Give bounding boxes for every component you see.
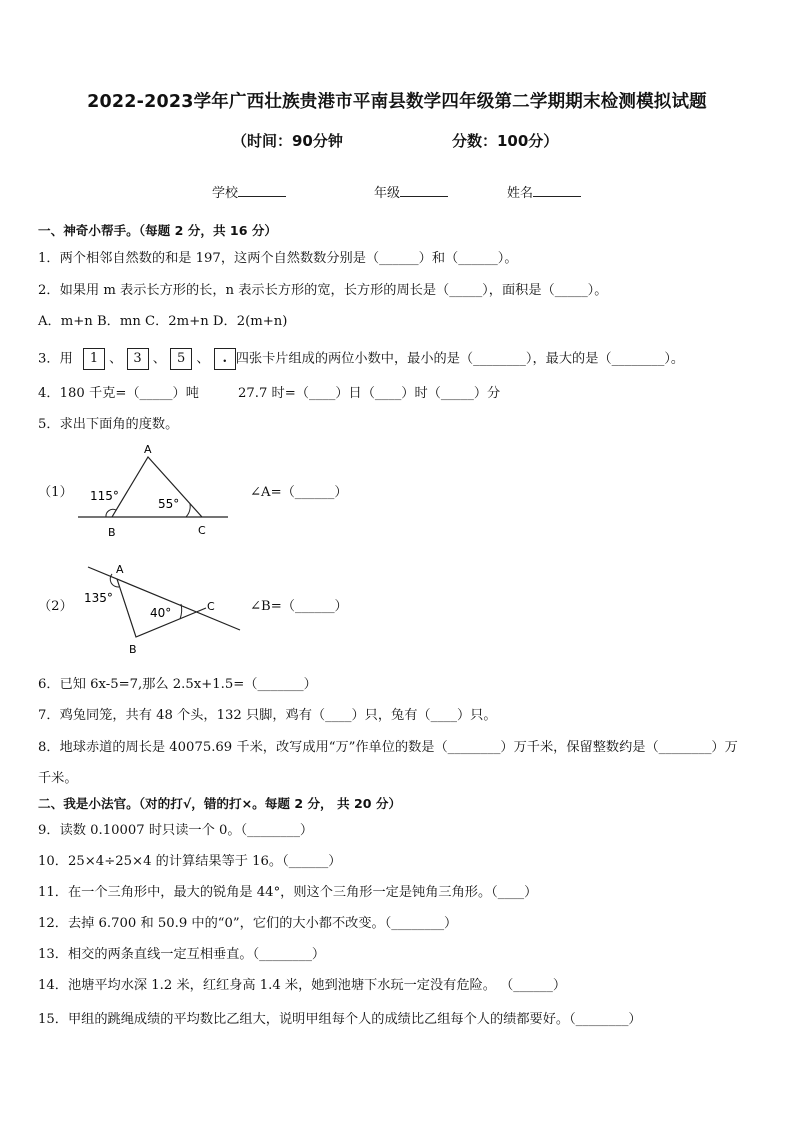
card-3: 3 — [127, 348, 149, 370]
question-11: 11．在一个三角形中，最大的锐角是 44°，则这个三角形一定是钝角三角形。（____） — [38, 885, 538, 900]
card-separator: 、 — [196, 351, 210, 367]
figure-2-answer: ∠B=（______） — [250, 599, 348, 614]
question-5: 5．求出下面角的度数。 — [38, 417, 179, 432]
question-3 — [38, 348, 684, 370]
angle-55-label: 55° — [158, 497, 180, 511]
angle-arc-40 — [180, 604, 182, 619]
vertex-a-label: A — [144, 443, 152, 456]
question-13: 13．相交的两条直线一定互相垂直。（________） — [38, 947, 326, 962]
triangle-figure-1 — [70, 440, 240, 545]
question-8-line-1: 8．地球赤道的周长是 40075.69 千米，改写成用“万”作单位的数是（________）万千米，保留整数约是（________）万 — [38, 740, 738, 755]
question-8-line-2: 千米。 — [38, 771, 78, 786]
vertex-b-label: B — [129, 643, 137, 656]
page-title: 2022-2023学年广西壮族贵港市平南县数学四年级第二学期期末检测模拟试题 — [87, 92, 707, 112]
section-2-title: 二、我是小法官。（对的打√，错的打×。每题 2 分， 共 20 分） — [38, 796, 402, 811]
question-10: 10．25×4÷25×4 的计算结果等于 16。（______） — [38, 854, 342, 869]
card-separator: 、 — [152, 351, 166, 367]
question-15: 15．甲组的跳绳成绩的平均数比乙组大，说明甲组每个人的成绩比乙组每个人的绩都要好。（________） — [38, 1012, 642, 1027]
grade-label: 年级 — [374, 186, 401, 201]
name-field — [507, 182, 581, 201]
vertex-c-label: C — [207, 600, 215, 613]
question-9: 9．读数 0.10007 时只读一个 0。（________） — [38, 823, 314, 838]
question-4-part-1: 4．180 千克=（_____）吨 — [38, 386, 199, 401]
triangle-figure-2 — [80, 558, 250, 658]
figure-1-label: （1） — [38, 485, 73, 500]
exam-time: （时间：90分钟 — [232, 132, 343, 150]
name-label: 姓名 — [507, 186, 534, 201]
school-field — [212, 182, 286, 201]
question-3-prefix: 3．用 — [38, 351, 73, 367]
angle-115-label: 115° — [90, 489, 119, 503]
angle-arc-55 — [186, 504, 190, 517]
figure-2-label: （2） — [38, 599, 73, 614]
question-4-part-2: 27.7 时=（____）日（____）时（_____）分 — [238, 386, 501, 401]
question-14: 14．池塘平均水深 1.2 米，红红身高 1.4 米，她到池塘下水玩一定没有危险。 （______） — [38, 978, 567, 993]
question-1: 1．两个相邻自然数的和是 197，这两个自然数数分别是（______）和（______）。 — [38, 251, 518, 266]
question-2-options: A．m+n B．mn C．2m+n D．2(m+n) — [38, 314, 288, 329]
question-3-suffix: 四张卡片组成的两位小数中，最小的是（________），最大的是（________）。 — [235, 351, 685, 367]
grade-blank — [400, 184, 448, 197]
vertex-c-label: C — [198, 524, 206, 537]
card-5: 5 — [170, 348, 192, 370]
card-1: 1 — [83, 348, 105, 370]
triangle-sides — [112, 457, 202, 517]
question-12: 12．去掉 6.700 和 50.9 中的“0”，它们的大小都不改变。（________） — [38, 916, 458, 931]
school-blank — [238, 184, 286, 197]
card-separator: 、 — [109, 351, 123, 367]
vertex-a-label: A — [116, 563, 124, 576]
question-7: 7．鸡兔同笼，共有 48 个头，132 只脚，鸡有（____）只，兔有（____）只。 — [38, 708, 497, 723]
angle-40-label: 40° — [150, 606, 172, 620]
grade-field — [374, 182, 448, 201]
figure-1-answer: ∠A=（______） — [250, 485, 348, 500]
name-blank — [533, 184, 581, 197]
exam-score: 分数：100分） — [452, 132, 559, 150]
section-1-title: 一、神奇小帮手。（每题 2 分，共 16 分） — [38, 223, 278, 238]
school-label: 学校 — [212, 186, 239, 201]
vertex-b-label: B — [108, 526, 116, 539]
question-2: 2．如果用 m 表示长方形的长，n 表示长方形的宽，长方形的周长是（_____），面积是（_____）。 — [38, 283, 608, 298]
question-6: 6．已知 6x-5=7,那么 2.5x+1.5=（_______） — [38, 677, 317, 692]
angle-135-label: 135° — [84, 591, 113, 605]
card-dot: . — [214, 348, 236, 370]
